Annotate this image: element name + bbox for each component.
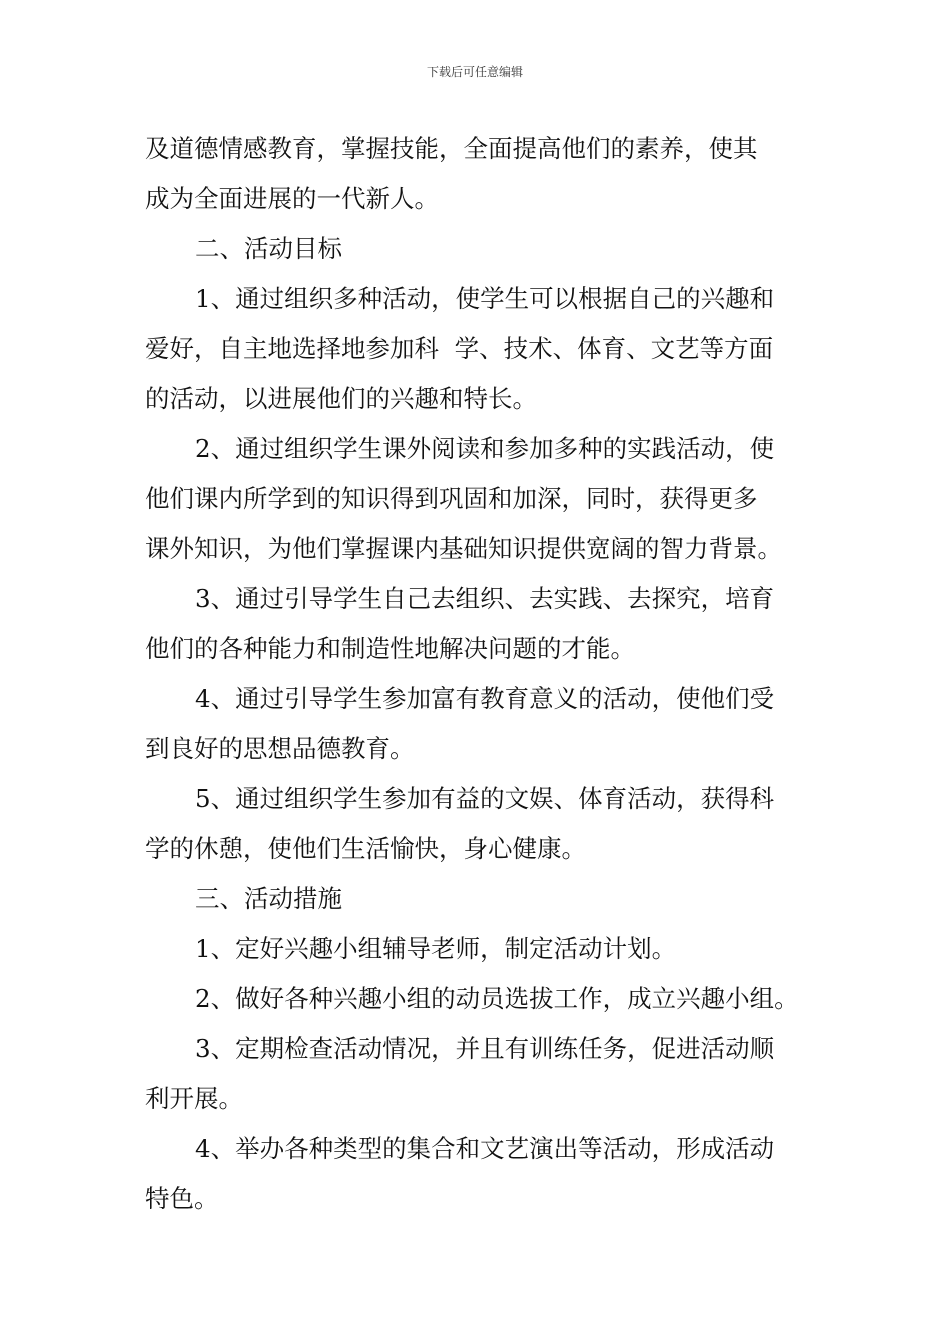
list-item-start: 1、定好兴趣小组辅导老师，制定活动计划。 bbox=[195, 934, 677, 963]
body-line: 他们课内所学到的知识得到巩固和加深，同时，获得更多 bbox=[145, 484, 758, 513]
list-item-start: 2、通过组织学生课外阅读和参加多种的实践活动，使 bbox=[195, 434, 775, 463]
list-item-start: 3、通过引导学生自己去组织、去实践、去探究，培育 bbox=[195, 584, 775, 613]
list-item-start: 1、通过组织多种活动，使学生可以根据自己的兴趣和 bbox=[195, 284, 775, 313]
body-line: 他们的各种能力和制造性地解决问题的才能。 bbox=[145, 634, 635, 663]
body-line: 爱好，自主地选择地参加科 学、技术、体育、文艺等方面 bbox=[145, 334, 774, 363]
list-item-start: 4、举办各种类型的集合和文艺演出等活动，形成活动 bbox=[195, 1134, 775, 1163]
body-line: 成为全面进展的一代新人。 bbox=[145, 184, 439, 213]
list-item-start: 4、通过引导学生参加富有教育意义的活动，使他们受 bbox=[195, 684, 775, 713]
body-line: 及道德情感教育，掌握技能，全面提高他们的素养，使其 bbox=[145, 134, 758, 163]
section-heading: 三、活动措施 bbox=[195, 884, 342, 913]
body-line: 到良好的思想品德教育。 bbox=[145, 734, 415, 763]
list-item-start: 3、定期检查活动情况，并且有训练任务，促进活动顺 bbox=[195, 1034, 775, 1063]
body-line: 利开展。 bbox=[145, 1084, 243, 1113]
list-item-start: 2、做好各种兴趣小组的动员选拔工作，成立兴趣小组。 bbox=[195, 984, 799, 1013]
body-line: 特色。 bbox=[145, 1184, 219, 1213]
body-line: 的活动，以进展他们的兴趣和特长。 bbox=[145, 384, 537, 413]
body-line: 课外知识，为他们掌握课内基础知识提供宽阔的智力背景。 bbox=[145, 534, 782, 563]
section-heading: 二、活动目标 bbox=[195, 234, 342, 263]
body-line: 学的休憩，使他们生活愉快，身心健康。 bbox=[145, 834, 586, 863]
document-body bbox=[145, 124, 810, 1224]
page-header: 下载后可任意编辑 bbox=[426, 65, 523, 79]
list-item-start: 5、通过组织学生参加有益的文娱、体育活动，获得科 bbox=[195, 784, 775, 813]
